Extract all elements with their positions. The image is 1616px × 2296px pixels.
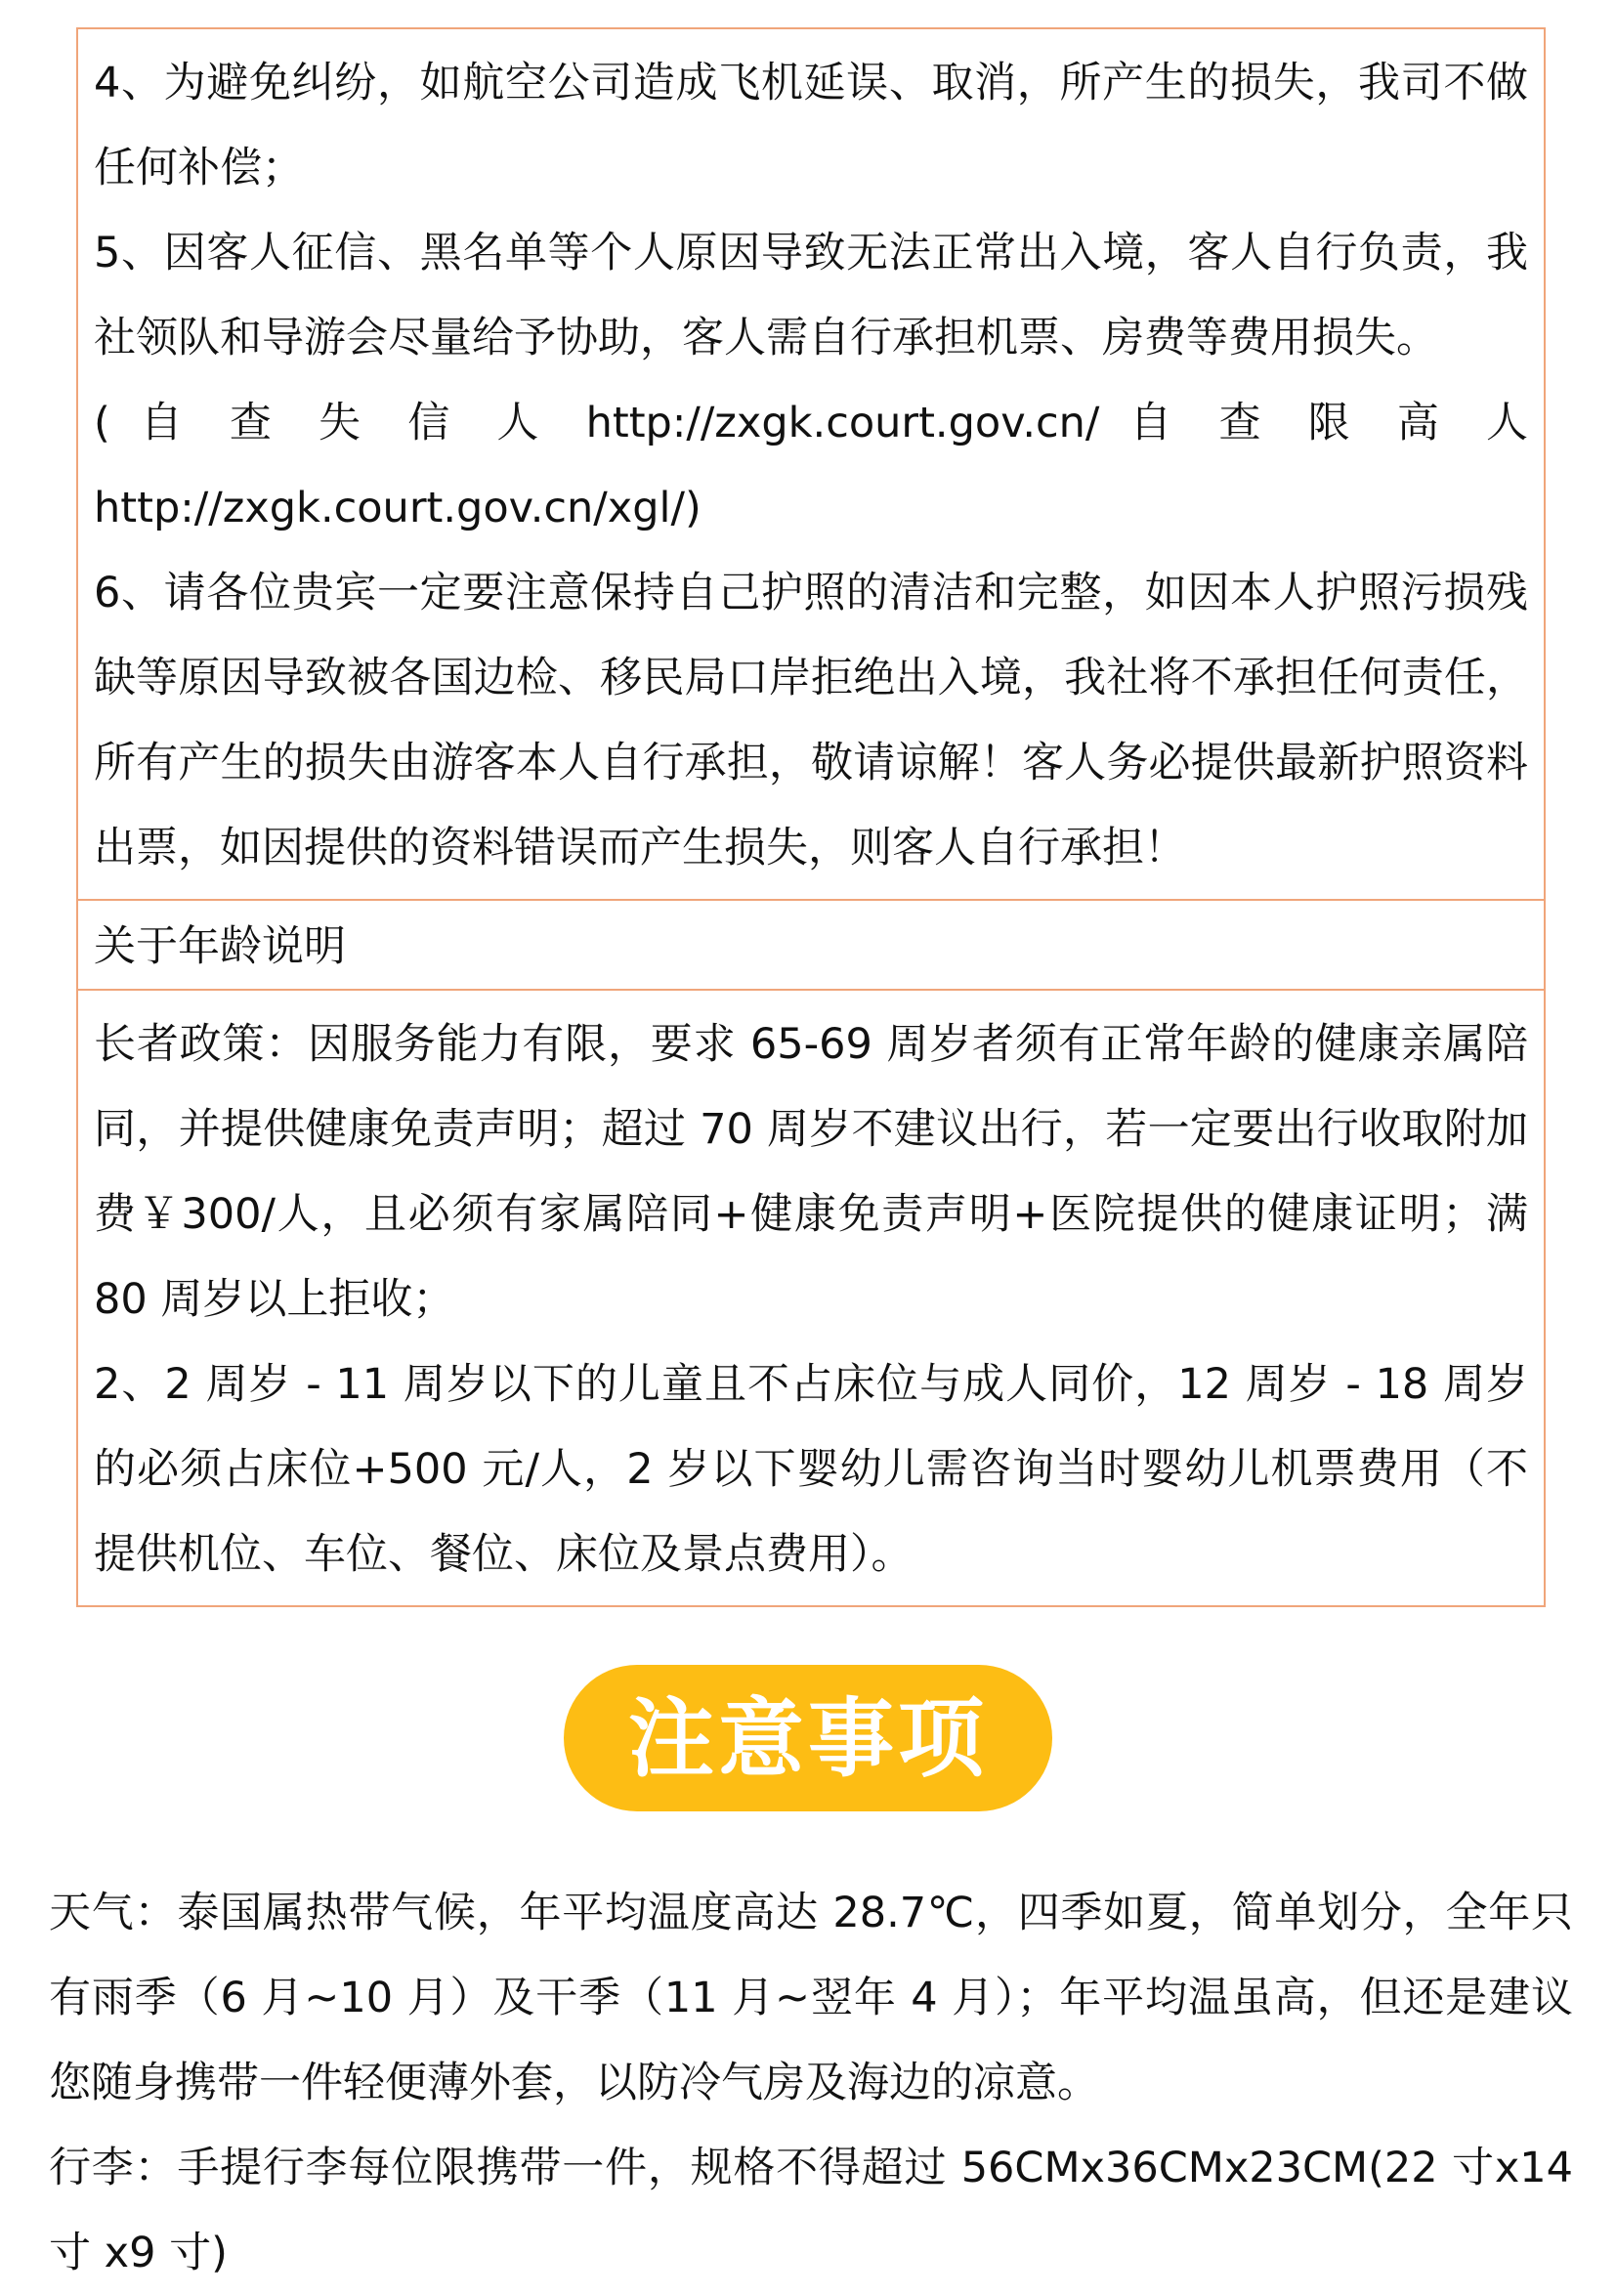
rule-item-5-links: ( 自 查 失 信 人 http://zxgk.court.gov.cn/ 自 查 限 高 人 — [94, 399, 1528, 447]
luggage-note: 行李：手提行李每位限携带一件，规格不得超过 56CMx36CMx23CM(22 寸x14 寸 x9 寸) — [49, 2144, 1573, 2277]
age-cell — [78, 989, 1544, 1605]
info-table — [76, 27, 1546, 1607]
rules-cell — [78, 29, 1544, 899]
age-header-text: 关于年龄说明 — [94, 922, 346, 971]
weather-note: 天气：泰国属热带气候，年平均温度高达 28.7℃，四季如夏，简单划分，全年只有雨季（6 月~10 月）及干季（11 月~翌年 4 月）；年平均温虽高，但还是建议您随身携带一件轻便薄外套，以防冷气房及海边的凉意。 — [49, 1889, 1573, 2107]
rule-item-6: 6、请各位贵宾一定要注意保持自己护照的清洁和完整，如因本人护照污损残缺等原因导致被各国边检、移民局口岸拒绝出入境，我社将不承担任何责任，所有产生的损失由游客本人自行承担，敬请谅解！客人务必提供最新护照资料出票，如因提供的资料错误而产生损失，则客人自行承担！ — [94, 569, 1528, 872]
senior-policy: 长者政策：因服务能力有限，要求 65-69 周岁者须有正常年龄的健康亲属陪同，并提供健康免责声明；超过 70 周岁不建议出行，若一定要出行收取附加费￥300/人，且必须有家属陪同+健康免责声明+医院提供的健康证明；满 80 周岁以上拒收； — [94, 1020, 1528, 1324]
notes-section — [49, 1871, 1573, 2296]
rule-item-4: 4、为避免纠纷，如航空公司造成飞机延误、取消，所产生的损失，我司不做任何补偿； — [94, 59, 1528, 192]
rule-item-5: 5、因客人征信、黑名单等个人原因导致无法正常出入境，客人自行负责，我社领队和导游会尽量给予协助，客人需自行承担机票、房费等费用损失。 — [94, 229, 1528, 362]
rule-item-5-link-2: http://zxgk.court.gov.cn/xgl/) — [94, 484, 702, 532]
section-title-wrap — [0, 1665, 1616, 1811]
child-policy: 2、2 周岁 - 11 周岁以下的儿童且不占床位与成人同价，12 周岁 - 18 周岁的必须占床位+500 元/人，2 岁以下婴幼儿需咨询当时婴幼儿机票费用（不提供机位、车位、餐位、床位及景点费用）。 — [94, 1360, 1528, 1579]
age-header — [78, 899, 1544, 989]
section-title: 注意事项 — [564, 1665, 1052, 1811]
